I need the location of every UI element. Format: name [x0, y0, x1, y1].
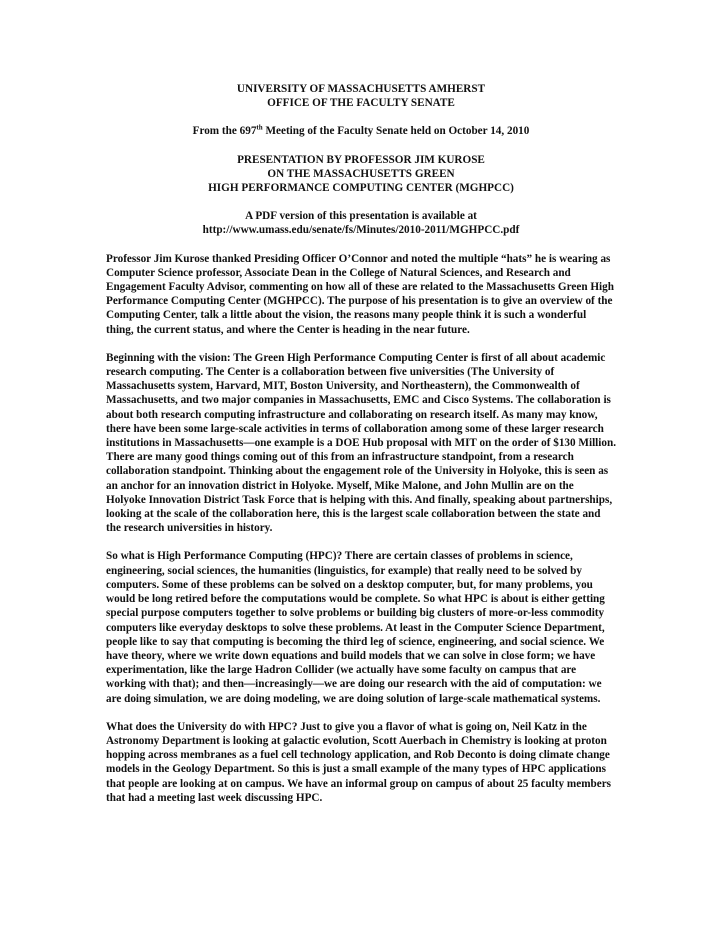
presentation-title-line-1: PRESENTATION BY PROFESSOR JIM KUROSE [237, 153, 485, 166]
pdf-url: http://www.umass.edu/senate/fs/Minutes/2010-2011/MGHPCC.pdf [202, 224, 520, 237]
presentation-title-line-3: HIGH PERFORMANCE COMPUTING CENTER (MGHPCC) [208, 182, 514, 195]
paragraph-what-is-hpc: So what is High Performance Computing (HPC)? There are certain classes of problems in science, engineering, social sciences, the humanities (linguistics, for example) that really need to be solved by computers. Some of these problems can be solved on a desktop computer, but, for many problems, you would be long retired before the computations would be complete. So what HPC is about is either getting special purpose computers together to solve problems or building big clusters of more-or-less commodity computers like everyday desktops to solve these problems. At least in the Computer Science Department, people like to say that computing is becoming the third leg of science, engineering, and social science. We have theory, where we write down equations and build models that we can solve in close form; we have experimentation, like the large Hadron Collider (we actually have some faculty on campus that are working with that); and then—increasingly—we are doing our research with the aid of computation: we are doing simulation, we are doing modeling, we are doing solution of large-scale mathematical systems. [106, 550, 605, 705]
presentation-title-line-2: ON THE MASSACHUSETTS GREEN [267, 167, 455, 180]
pdf-availability-note: A PDF version of this presentation is available at [245, 210, 477, 223]
meeting-ordinal-suffix: th [256, 123, 263, 132]
office-name: OFFICE OF THE FACULTY SENATE [267, 97, 455, 110]
document-page [106, 82, 616, 805]
meeting-prefix: From the 697 [192, 125, 257, 138]
paragraph-university-hpc: What does the University do with HPC? Just to give you a flavor of what is going on, Neil Katz in the Astronomy Department is looking at galactic evolution, Scott Auerbach in Chemistry is looking at proton hopping across membranes as a fuel cell technology application, and Rob Deconto is doing climate change models in the Geology Department. So this is just a small example of the many types of HPC applications that people are looking at on campus. We have an informal group on campus of about 25 faculty members that had a meeting last week discussing HPC. [106, 720, 612, 804]
meeting-line [106, 124, 616, 138]
meeting-suffix: Meeting of the Faculty Senate held on October 14, 2010 [262, 125, 530, 138]
header-block [106, 82, 616, 238]
paragraph-vision: Beginning with the vision: The Green High Performance Computing Center is first of all about academic research computing. The Center is a collaboration between five universities (The University of Massachusetts system, Harvard, MIT, Boston University, and Northeastern), the Commonwealth of Massachusetts, and two major companies in Massachusetts, EMC and Cisco Systems. The collaboration is about both research computing infrastructure and collaborating on research itself. As many may know, there have been some large-scale activities in terms of collaboration among some of these larger research institutions in Massachusetts—one example is a DOE Hub proposal with MIT on the order of $130 Million. There are many good things coming out of this from an infrastructure standpoint, from a research collaboration standpoint. Thinking about the engagement role of the University in Holyoke, this is seen as an anchor for an innovation district in Holyoke. Myself, Mike Malone, and John Mullin are on the Holyoke Innovation District Task Force that is helping with this. And finally, speaking about partnerships, looking at the scale of the collaboration here, this is the largest scale collaboration between the state and the research universities in history. [106, 351, 617, 535]
paragraph-intro: Professor Jim Kurose thanked Presiding Officer O’Connor and noted the multiple “hats” he is wearing as Computer Science professor, Associate Dean in the College of Natural Sciences, and Research and Engagement Faculty Advisor, commenting on how all of these are related to the Massachusetts Green High Performance Computing Center (MGHPCC). The purpose of his presentation is to give an overview of the Computing Center, talk a little about the vision, the reasons many people think it is such a wonderful thing, the current status, and where the Center is heading in the near future. [106, 252, 614, 336]
university-name: UNIVERSITY OF MASSACHUSETTS AMHERST [236, 83, 486, 95]
